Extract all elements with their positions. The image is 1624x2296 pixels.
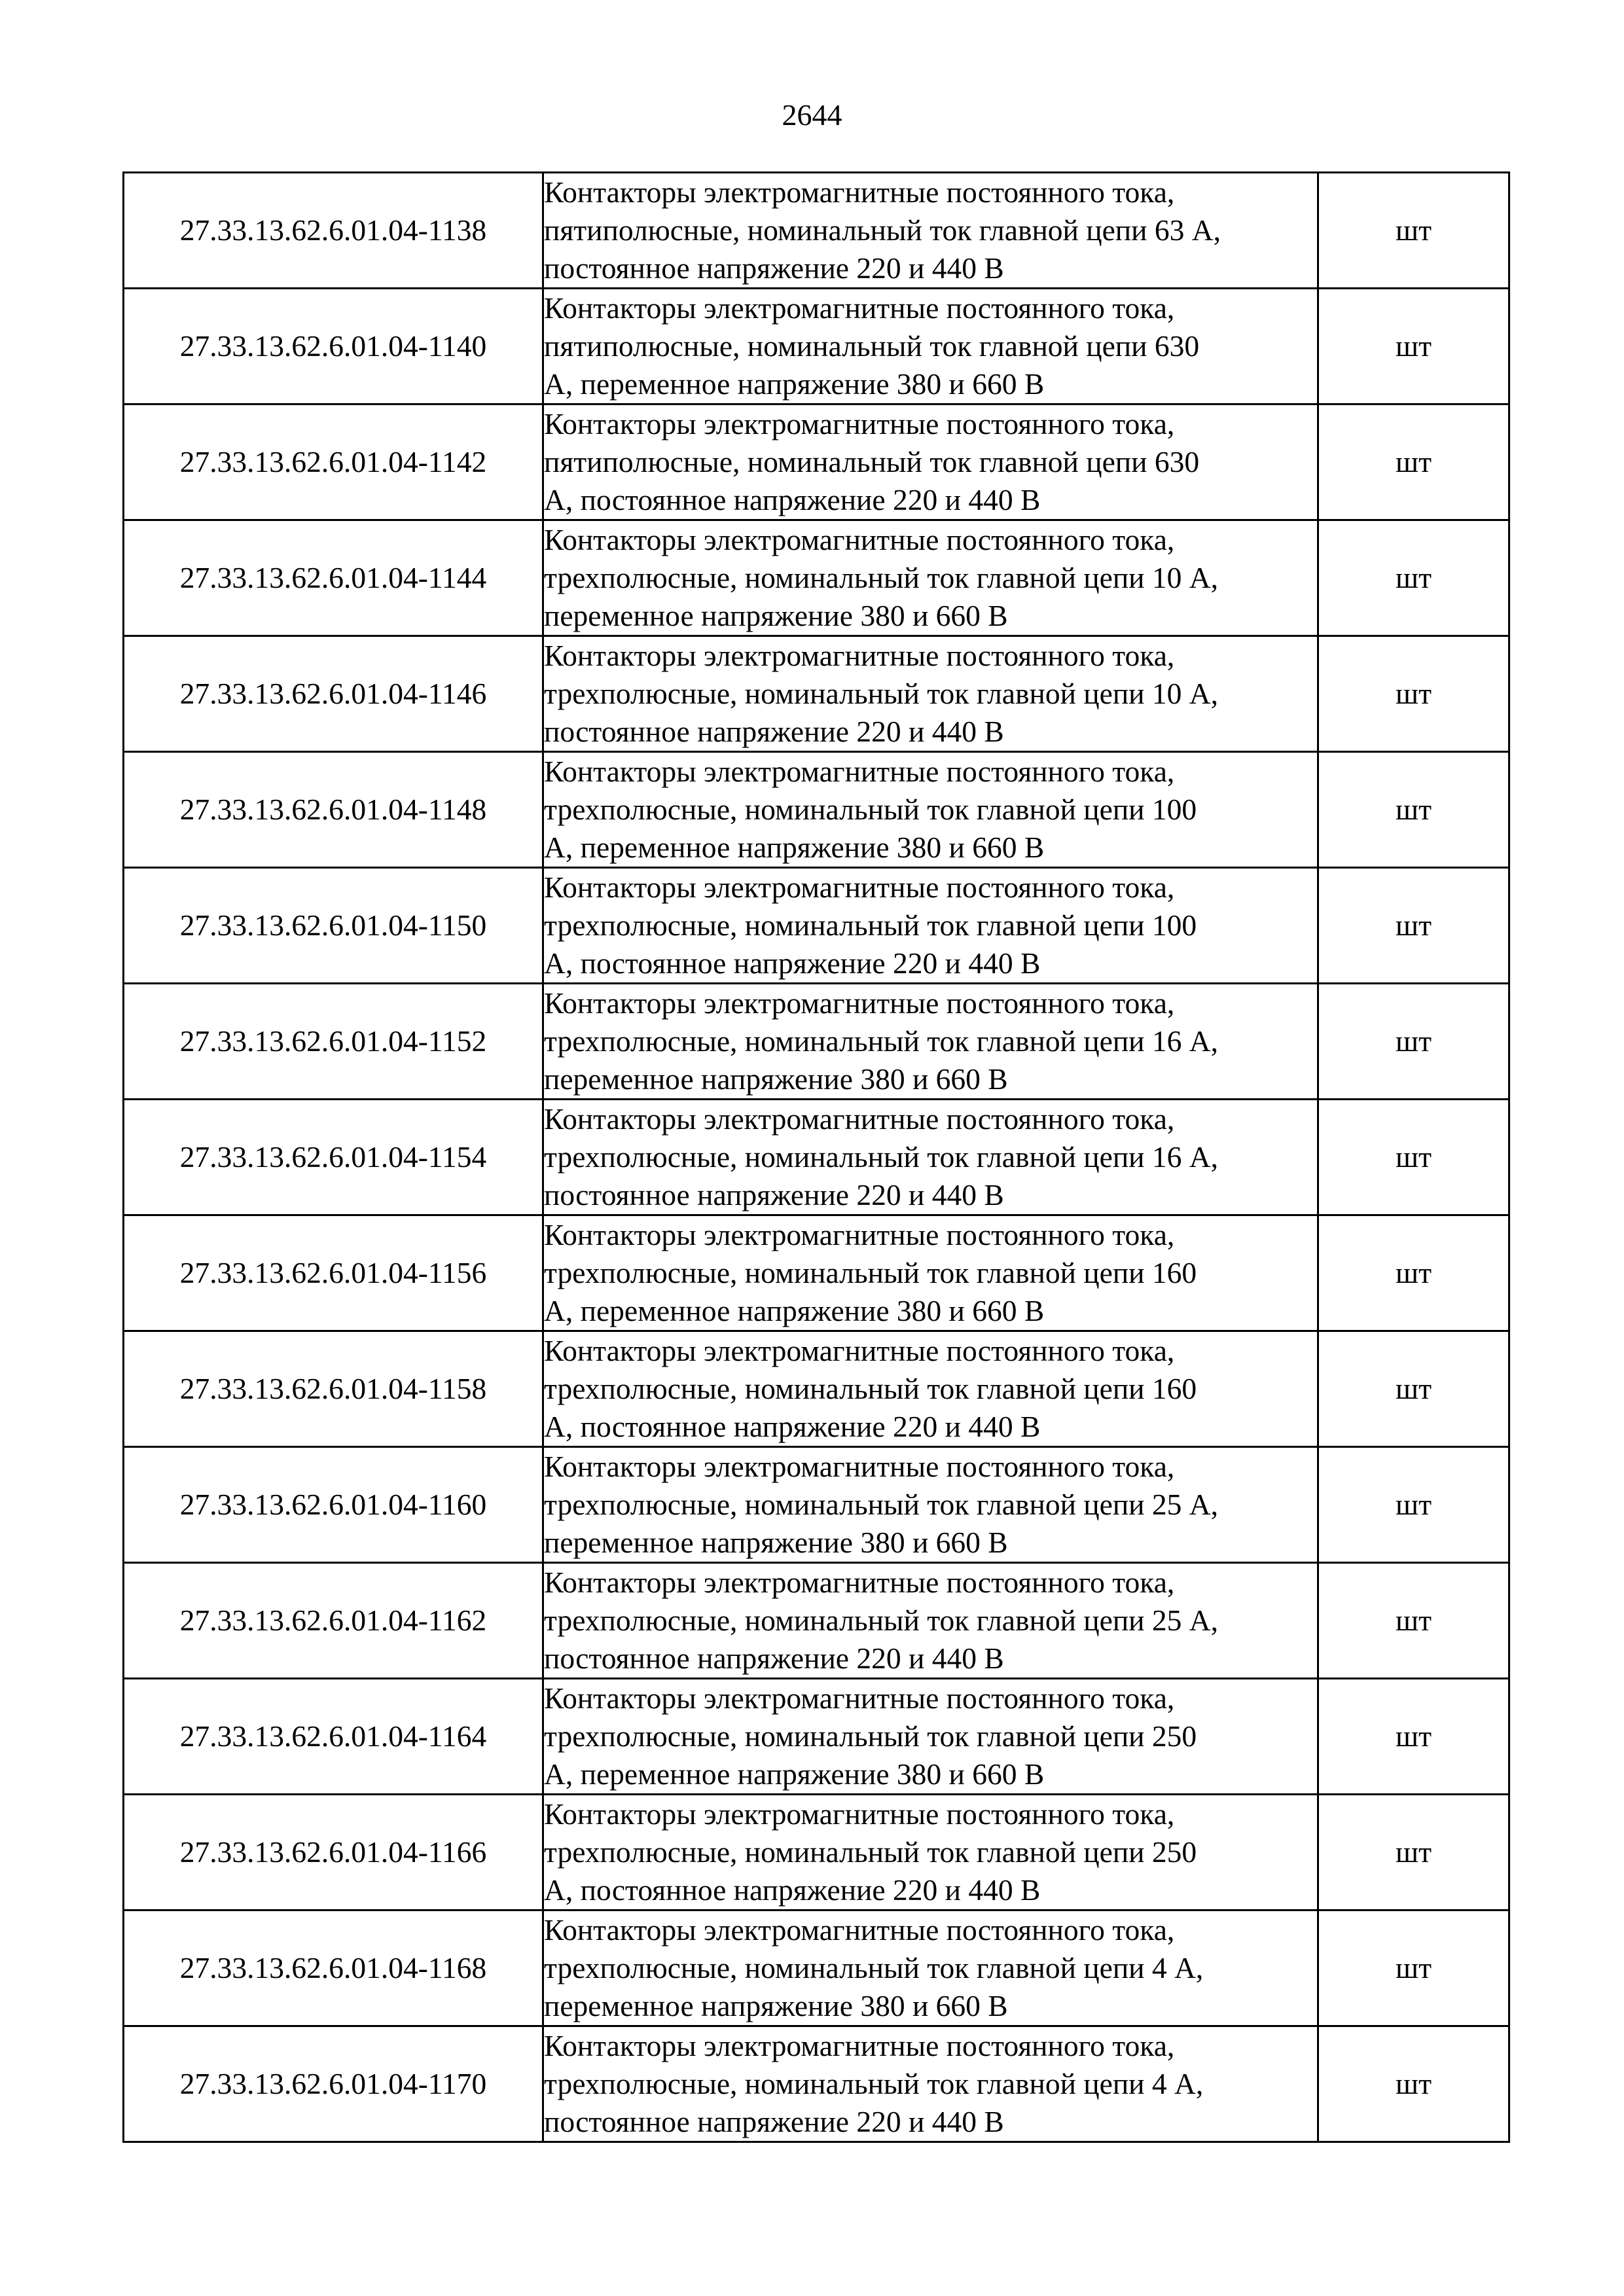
- description-line: Контакторы электромагнитные постоянного тока,: [544, 1913, 1175, 1946]
- description-line: постоянное напряжение 220 и 440 В: [544, 2105, 1004, 2138]
- description-line: Контакторы электромагнитные постоянного тока,: [544, 1681, 1175, 1715]
- unit-cell: шт: [1318, 404, 1509, 520]
- description-line: постоянное напряжение 220 и 440 В: [544, 715, 1004, 748]
- unit-cell: шт: [1318, 2026, 1509, 2142]
- description-line: пятиполюсные, номинальный ток главной цепи 630: [544, 445, 1200, 478]
- description-line: трехполюсные, номинальный ток главной цепи 25 А,: [544, 1488, 1219, 1521]
- description-line: Контакторы электромагнитные постоянного тока,: [544, 1218, 1175, 1251]
- table-row: [124, 1910, 1509, 2026]
- description-line: Контакторы электромагнитные постоянного тока,: [544, 1797, 1175, 1831]
- item-code-cell: 27.33.13.62.6.01.04-1162: [124, 1563, 543, 1679]
- table-row: [124, 2026, 1509, 2142]
- item-description-cell: [543, 289, 1318, 404]
- item-code-cell: 27.33.13.62.6.01.04-1158: [124, 1331, 543, 1447]
- description-line: трехполюсные, номинальный ток главной цепи 10 А,: [544, 561, 1219, 594]
- item-code-cell: 27.33.13.62.6.01.04-1142: [124, 404, 543, 520]
- item-description-cell: [543, 1679, 1318, 1795]
- table-row: [124, 636, 1509, 752]
- description-line: трехполюсные, номинальный ток главной цепи 4 А,: [544, 1951, 1204, 1984]
- description-line: А, переменное напряжение 380 и 660 В: [544, 1757, 1045, 1791]
- description-line: Контакторы электромагнитные постоянного тока,: [544, 175, 1175, 209]
- description-line: А, переменное напряжение 380 и 660 В: [544, 1294, 1045, 1327]
- description-line: Контакторы электромагнитные постоянного тока,: [544, 2029, 1175, 2062]
- table-row: [124, 1679, 1509, 1795]
- description-line: Контакторы электромагнитные постоянного тока,: [544, 523, 1175, 556]
- item-code-cell: 27.33.13.62.6.01.04-1160: [124, 1447, 543, 1563]
- description-line: Контакторы электромагнитные постоянного тока,: [544, 870, 1175, 904]
- table-row: [124, 1100, 1509, 1215]
- item-description-cell: [543, 752, 1318, 868]
- item-code-cell: 27.33.13.62.6.01.04-1148: [124, 752, 543, 868]
- description-line: А, постоянное напряжение 220 и 440 В: [544, 483, 1041, 516]
- table-row: [124, 289, 1509, 404]
- table-row: [124, 1215, 1509, 1331]
- description-line: трехполюсные, номинальный ток главной цепи 25 А,: [544, 1604, 1219, 1637]
- unit-cell: шт: [1318, 1331, 1509, 1447]
- item-description-cell: [543, 1331, 1318, 1447]
- description-line: Контакторы электромагнитные постоянного тока,: [544, 986, 1175, 1020]
- item-description-cell: [543, 1910, 1318, 2026]
- description-line: трехполюсные, номинальный ток главной цепи 250: [544, 1835, 1197, 1869]
- item-code-cell: 27.33.13.62.6.01.04-1150: [124, 868, 543, 984]
- classifier-table: [122, 171, 1510, 2143]
- unit-cell: шт: [1318, 868, 1509, 984]
- item-code-cell: 27.33.13.62.6.01.04-1146: [124, 636, 543, 752]
- description-line: А, постоянное напряжение 220 и 440 В: [544, 1410, 1041, 1443]
- table-row: [124, 984, 1509, 1100]
- item-code-cell: 27.33.13.62.6.01.04-1166: [124, 1795, 543, 1910]
- item-description-cell: [543, 1563, 1318, 1679]
- item-code-cell: 27.33.13.62.6.01.04-1154: [124, 1100, 543, 1215]
- unit-cell: шт: [1318, 984, 1509, 1100]
- description-line: трехполюсные, номинальный ток главной цепи 100: [544, 908, 1197, 942]
- description-line: Контакторы электромагнитные постоянного тока,: [544, 1566, 1175, 1599]
- item-description-cell: [543, 1795, 1318, 1910]
- description-line: переменное напряжение 380 и 660 В: [544, 1062, 1008, 1096]
- table-row: [124, 1563, 1509, 1679]
- description-line: переменное напряжение 380 и 660 В: [544, 1989, 1008, 2022]
- description-line: Контакторы электромагнитные постоянного тока,: [544, 291, 1175, 325]
- item-code-cell: 27.33.13.62.6.01.04-1152: [124, 984, 543, 1100]
- unit-cell: шт: [1318, 752, 1509, 868]
- unit-cell: шт: [1318, 1215, 1509, 1331]
- description-line: А, постоянное напряжение 220 и 440 В: [544, 1873, 1041, 1907]
- item-description-cell: [543, 984, 1318, 1100]
- item-code-cell: 27.33.13.62.6.01.04-1138: [124, 173, 543, 289]
- item-code-cell: 27.33.13.62.6.01.04-1156: [124, 1215, 543, 1331]
- description-line: трехполюсные, номинальный ток главной цепи 4 А,: [544, 2067, 1204, 2100]
- description-line: трехполюсные, номинальный ток главной цепи 100: [544, 793, 1197, 826]
- item-description-cell: [543, 636, 1318, 752]
- description-line: А, постоянное напряжение 220 и 440 В: [544, 946, 1041, 980]
- description-line: А, переменное напряжение 380 и 660 В: [544, 367, 1045, 401]
- unit-cell: шт: [1318, 289, 1509, 404]
- description-line: трехполюсные, номинальный ток главной цепи 16 А,: [544, 1140, 1219, 1174]
- description-line: пятиполюсные, номинальный ток главной цепи 630: [544, 329, 1200, 363]
- description-line: Контакторы электромагнитные постоянного тока,: [544, 1450, 1175, 1483]
- description-line: трехполюсные, номинальный ток главной цепи 160: [544, 1372, 1197, 1405]
- item-description-cell: [543, 1215, 1318, 1331]
- item-description-cell: [543, 2026, 1318, 2142]
- description-line: пятиполюсные, номинальный ток главной цепи 63 А,: [544, 213, 1221, 247]
- description-line: А, переменное напряжение 380 и 660 В: [544, 831, 1045, 864]
- table-row: [124, 173, 1509, 289]
- unit-cell: шт: [1318, 520, 1509, 636]
- item-description-cell: [543, 1100, 1318, 1215]
- description-line: трехполюсные, номинальный ток главной цепи 10 А,: [544, 677, 1219, 710]
- item-code-cell: 27.33.13.62.6.01.04-1164: [124, 1679, 543, 1795]
- item-description-cell: [543, 173, 1318, 289]
- unit-cell: шт: [1318, 1795, 1509, 1910]
- table-row: [124, 1331, 1509, 1447]
- item-description-cell: [543, 1447, 1318, 1563]
- table-row: [124, 752, 1509, 868]
- page-number: 2644: [782, 98, 842, 132]
- item-code-cell: 27.33.13.62.6.01.04-1140: [124, 289, 543, 404]
- item-code-cell: 27.33.13.62.6.01.04-1144: [124, 520, 543, 636]
- description-line: трехполюсные, номинальный ток главной цепи 160: [544, 1256, 1197, 1289]
- description-line: постоянное напряжение 220 и 440 В: [544, 1641, 1004, 1675]
- unit-cell: шт: [1318, 1679, 1509, 1795]
- description-line: постоянное напряжение 220 и 440 В: [544, 1178, 1004, 1211]
- table-row: [124, 1795, 1509, 1910]
- unit-cell: шт: [1318, 1563, 1509, 1679]
- table-row: [124, 1447, 1509, 1563]
- item-description-cell: [543, 404, 1318, 520]
- description-line: переменное напряжение 380 и 660 В: [544, 1526, 1008, 1559]
- item-description-cell: [543, 868, 1318, 984]
- description-line: трехполюсные, номинальный ток главной цепи 250: [544, 1719, 1197, 1753]
- table-row: [124, 520, 1509, 636]
- description-line: переменное напряжение 380 и 660 В: [544, 599, 1008, 632]
- table-row: [124, 868, 1509, 984]
- table-body: [124, 173, 1509, 2142]
- description-line: постоянное напряжение 220 и 440 В: [544, 251, 1004, 285]
- item-code-cell: 27.33.13.62.6.01.04-1168: [124, 1910, 543, 2026]
- description-line: трехполюсные, номинальный ток главной цепи 16 А,: [544, 1024, 1219, 1058]
- description-line: Контакторы электромагнитные постоянного тока,: [544, 407, 1175, 440]
- unit-cell: шт: [1318, 1447, 1509, 1563]
- description-line: Контакторы электромагнитные постоянного тока,: [544, 1102, 1175, 1136]
- item-description-cell: [543, 520, 1318, 636]
- unit-cell: шт: [1318, 1100, 1509, 1215]
- description-line: Контакторы электромагнитные постоянного тока,: [544, 755, 1175, 788]
- unit-cell: шт: [1318, 636, 1509, 752]
- table-row: [124, 404, 1509, 520]
- item-code-cell: 27.33.13.62.6.01.04-1170: [124, 2026, 543, 2142]
- unit-cell: шт: [1318, 173, 1509, 289]
- unit-cell: шт: [1318, 1910, 1509, 2026]
- description-line: Контакторы электромагнитные постоянного тока,: [544, 639, 1175, 672]
- description-line: Контакторы электромагнитные постоянного тока,: [544, 1334, 1175, 1367]
